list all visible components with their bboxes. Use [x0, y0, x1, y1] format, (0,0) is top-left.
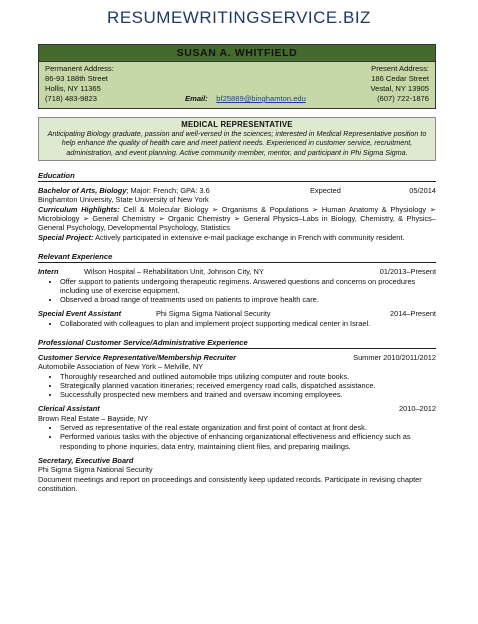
list-item: • Thoroughly researched and outlined automobile trips utilizing computer and route books.: [60, 372, 436, 381]
event-bullets: [38, 319, 436, 328]
education-body: [38, 186, 436, 242]
intern-bullets: [38, 277, 436, 305]
secretary-org: Phi Sigma Sigma National Security: [38, 465, 153, 475]
list-item: • Served as representative of the real estate organization and first point of contact at front desk.: [60, 423, 436, 432]
relevant-heading: Relevant Experience: [38, 252, 436, 263]
degree-row: [38, 186, 436, 195]
degree-title: Bachelor of Arts, Biology: [38, 185, 127, 195]
intern-title: Intern: [38, 267, 59, 277]
degree-date: 05/2014: [409, 185, 436, 195]
highlights-label: Curriculum Highlights:: [38, 204, 120, 214]
curriculum-highlights: [38, 205, 436, 233]
list-item: • Collaborated with colleagues to plan and implement project supporting medical center in Israel.: [60, 319, 436, 328]
candidate-name: SUSAN A. WHITFIELD: [39, 45, 435, 62]
present-label: Present Address:: [371, 64, 429, 73]
clerical-title: Clerical Assistant: [38, 404, 100, 414]
special-project: [38, 233, 436, 242]
objective-text: Anticipating Biology graduate, passion and well-versed in the sciences; interested in Medical Representative position to help enhance the quality of health care and meet patient needs. Experienced in customer service, recruitment, administration, and event planning. Active community member, mentor, and participant in Phi Sigma Sigma.: [47, 129, 427, 157]
clerical-date: 2010–2012: [399, 404, 436, 414]
present-phone: (607) 722-1876: [377, 94, 429, 103]
objective-box: [38, 117, 436, 161]
intern-org: Wilson Hospital – Rehabilitation Unit, Johnson City, NY: [84, 267, 264, 277]
list-item: • Performed various tasks with the objective of enhancing organizational effectiveness and efficiency such as responding to phone inquiries, data entry, maintaining client files, and preparing mailings.: [60, 432, 436, 450]
event-org: Phi Sigma Sigma National Security: [156, 309, 271, 319]
site-banner: RESUMEWRITINGSERVICE.BIZ: [107, 8, 371, 27]
event-title: Special Event Assistant: [38, 309, 122, 319]
objective-title: MEDICAL REPRESENTATIVE: [181, 120, 293, 129]
highlights-text: Cell & Molecular Biology ➢ Organisms & Populations ➢ Human Anatomy & Physiology ➢ Microbiology ➢ General Chemistry ➢ Organic Chemistry ➢ General Physics–Labs in Biology, Chemistry, & Physics–General Psychology, Developmental Psychology, Statistics: [38, 204, 436, 233]
intern-row: [38, 267, 436, 276]
present-address: [370, 64, 429, 104]
list-item: • Strategically planned vacation itineraries; received emergency road calls, dispatched assistance.: [60, 381, 436, 390]
project-text: Actively participated in extensive e-mail package exchange in French with community resident.: [95, 232, 405, 242]
present-street: 186 Cedar Street: [371, 74, 429, 83]
csr-org: Automobile Association of New York – Melville, NY: [38, 362, 204, 372]
secretary-title: Secretary, Executive Board: [38, 455, 134, 465]
csr-row: [38, 353, 436, 362]
degree-details: ; Major: French; GPA: 3.6: [126, 185, 210, 195]
professional-heading: Professional Customer Service/Administrative Experience: [38, 338, 436, 349]
permanent-street: 86-93 188th Street: [45, 74, 108, 83]
professional-body: [38, 353, 436, 493]
project-label: Special Project:: [38, 232, 94, 242]
clerical-org: Brown Real Estate – Bayside, NY: [38, 413, 149, 423]
secretary-text: Document meetings and report on proceedings and consistently keep updated records. Participate in revising chapter constitution.: [38, 474, 422, 493]
permanent-city: Hollis, NY 11365: [45, 84, 101, 93]
email-line: [185, 94, 306, 104]
present-city: Vestal, NY 13905: [370, 84, 429, 93]
relevant-body: [38, 267, 436, 328]
intern-date: 01/2013–Present: [379, 267, 436, 277]
csr-title: Customer Service Representative/Membership Recruiter: [38, 352, 236, 362]
event-date: 2014–Present: [389, 309, 436, 319]
email-label: Email:: [185, 94, 208, 103]
list-item: • Successfully prospected new members and trained and oversaw incoming employees.: [60, 390, 436, 399]
list-item: • Observed a broad range of treatments used on patients to improve health care.: [60, 295, 436, 304]
event-row: [38, 309, 436, 318]
address-block: [39, 62, 435, 108]
clerical-bullets: [38, 423, 436, 451]
clerical-row: [38, 404, 436, 413]
resume-page: [38, 44, 436, 493]
email-link[interactable]: bf25889@binghamton.edu: [216, 94, 306, 103]
csr-date: Summer 2010/2011/2012: [353, 352, 436, 362]
permanent-address: [45, 64, 114, 104]
permanent-phone: (718) 483-9823: [45, 94, 97, 103]
school-name: Binghamton University, State University of New York: [38, 195, 209, 205]
list-item: • Offer support to patients undergoing therapeutic regimens. Answered questions and concerns on procedures including use of exercise equipment.: [60, 277, 436, 295]
csr-bullets: [38, 372, 436, 400]
permanent-label: Permanent Address:: [45, 64, 114, 73]
expected-label: Expected: [310, 185, 341, 195]
header-box: [38, 44, 436, 109]
education-heading: Education: [38, 171, 436, 182]
